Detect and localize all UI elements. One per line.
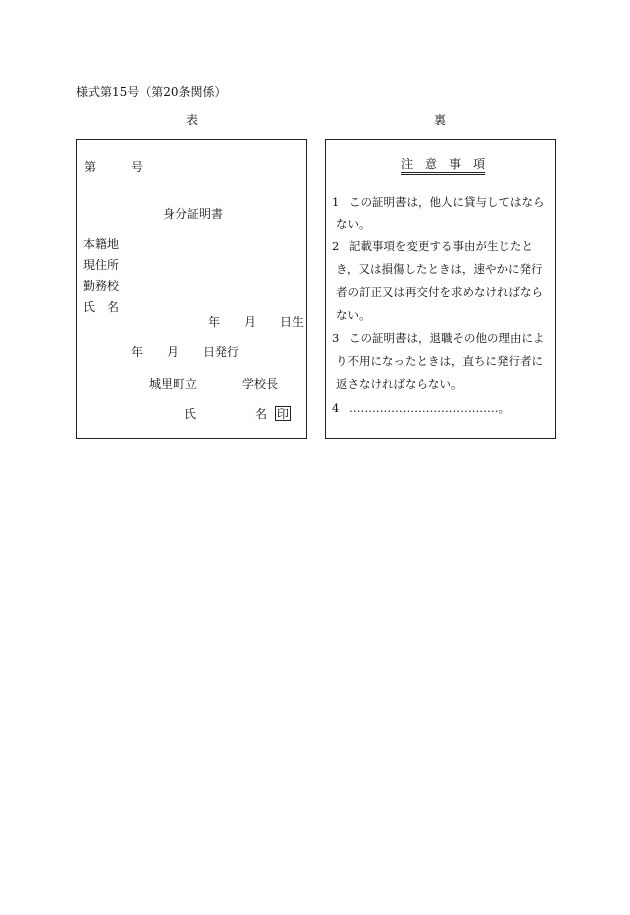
birth-day: 日生 bbox=[280, 315, 305, 329]
town-name: 城里町立 bbox=[149, 377, 198, 391]
form-title: 様式第15号（第20条関係） bbox=[76, 85, 227, 99]
birth-month: 月 bbox=[244, 315, 257, 329]
principal-name-prefix: 氏 bbox=[184, 407, 197, 421]
field-name: 氏 名 bbox=[83, 300, 120, 314]
issue-month: 月 bbox=[167, 345, 180, 359]
note-line: 記載事項を変更する事由が生じたと bbox=[349, 239, 533, 253]
front-side-label: 表 bbox=[186, 113, 199, 127]
seal-stamp-box bbox=[275, 406, 291, 421]
card-title: 身分証明書 bbox=[163, 207, 224, 221]
front-panel bbox=[76, 139, 307, 439]
note-line: き，又は損傷したときは，速やかに発行 bbox=[336, 262, 543, 276]
note-line: …………………………………。 bbox=[349, 401, 510, 415]
issue-day: 日発行 bbox=[203, 345, 240, 359]
back-side-label: 裏 bbox=[434, 113, 447, 127]
note-number: 3 bbox=[332, 331, 340, 345]
note-line: ない。 bbox=[336, 217, 371, 231]
issue-year: 年 bbox=[131, 345, 144, 359]
notes-heading: 注 意 事 項 bbox=[401, 158, 485, 175]
field-address: 現住所 bbox=[83, 258, 120, 272]
note-line: この証明書は，他人に貸与してはなら bbox=[349, 195, 545, 209]
number-prefix: 第 bbox=[84, 160, 97, 174]
number-suffix: 号 bbox=[131, 160, 144, 174]
note-number: 1 bbox=[332, 195, 340, 209]
field-school: 勤務校 bbox=[83, 279, 120, 293]
back-panel bbox=[325, 139, 556, 439]
note-line: 者の訂正又は再交付を求めなければなら bbox=[336, 285, 543, 299]
field-honseki: 本籍地 bbox=[83, 237, 120, 251]
note-line: ない。 bbox=[336, 308, 371, 322]
note-line: り不用になったときは，直ちに発行者に bbox=[336, 354, 543, 368]
note-number: 2 bbox=[332, 239, 340, 253]
seal-label: 印 bbox=[277, 407, 290, 421]
principal-title: 学校長 bbox=[242, 377, 279, 391]
principal-name-suffix: 名 bbox=[255, 407, 268, 421]
note-line: 返さなければならない。 bbox=[336, 377, 463, 391]
birth-year: 年 bbox=[208, 315, 221, 329]
note-number: 4 bbox=[332, 401, 340, 415]
note-line: この証明書は，退職その他の理由によ bbox=[349, 331, 545, 345]
